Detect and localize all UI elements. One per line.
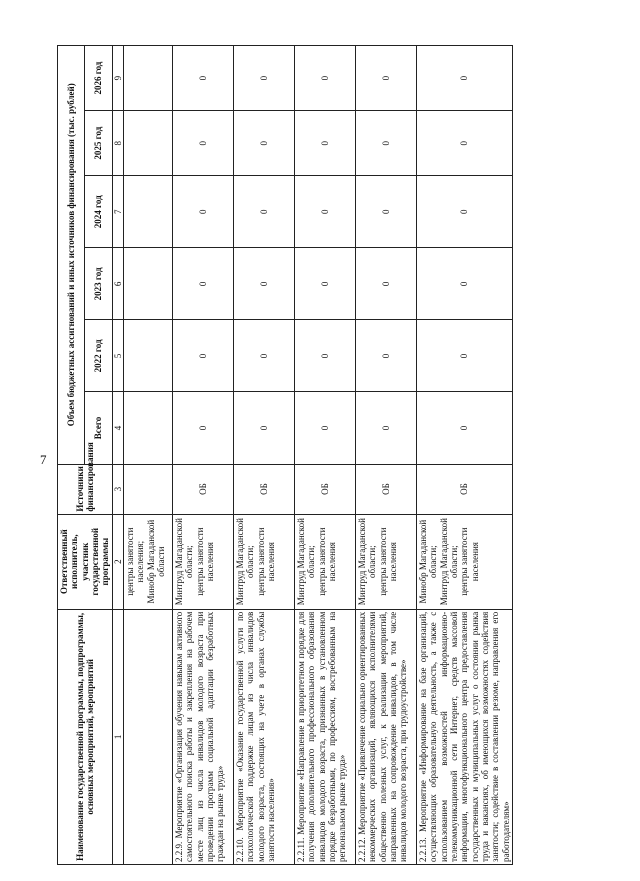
column-index: 4 [112,392,123,464]
row-value [124,46,173,111]
row-value [124,248,173,320]
row-total [124,392,173,464]
row-value: 0 [295,320,356,392]
row-value: 0 [356,176,417,248]
row-value: 0 [417,176,513,248]
column-index: 1 [112,609,123,864]
row-total: 0 [173,392,234,464]
table-row [124,46,173,865]
row-value [124,320,173,392]
table-row [173,46,234,865]
row-value: 0 [173,176,234,248]
row-total: 0 [295,392,356,464]
row-source: ОБ [173,464,234,514]
row-executor [234,514,295,609]
executor-line: центры занятости населения [316,527,338,596]
row-value: 0 [356,248,417,320]
row-source: ОБ [356,464,417,514]
column-index: 7 [112,176,123,248]
executor-line: центры занятости населения [255,527,277,596]
column-index-row [112,46,123,865]
executor-line: Минтруд Магаданской области; [438,518,460,606]
column-index: 9 [112,46,123,111]
funding-table [57,45,513,865]
row-value: 0 [356,46,417,111]
row-total: 0 [356,392,417,464]
row-value: 0 [295,248,356,320]
row-source: ОБ [295,464,356,514]
row-source: ОБ [417,464,513,514]
table-row [417,46,513,865]
executor-line: центры занятости населения; [125,527,146,596]
executor-line: Минобр Магаданской области [145,519,167,604]
page-number: 7 [40,452,47,467]
row-value: 0 [234,320,295,392]
header-year: 2023 год [85,248,112,320]
row-executor [173,514,234,609]
rotated-page [57,45,567,865]
header-year: 2024 год [85,176,112,248]
row-source: ОБ [234,464,295,514]
executor-line: Минобр Магаданской области; [418,519,439,604]
header-name: Наименование государственной программы, подпрограммы, основных мероприятий, мероприятий [58,609,113,864]
row-executor [124,514,173,609]
row-name: 2.2.13. Мероприятие «Информирование на базе организаций, осуществляющих образовательную деятельность, а также с использованием возможностей информационно-телекоммуникационной сети Интернет, средств массовой информации, многофункционального центра предоставления государственных и муниципальных услуг о состоянии рынка труда и вакансиях, об имеющихся возможностях содействия занятости; содействие в составлении резюме, направления его работодателям» [417,609,513,864]
row-value: 0 [173,320,234,392]
row-executor [295,514,356,609]
row-value: 0 [417,111,513,176]
header-year: 2026 год [85,46,112,111]
row-value: 0 [234,176,295,248]
row-value: 0 [173,46,234,111]
row-value: 0 [234,248,295,320]
header-funding-group: Объем бюджетных ассигнований и иных источников финансирования (тыс. рублей) [58,46,85,465]
row-value: 0 [173,248,234,320]
table-row [234,46,295,865]
executor-line: Минтруд Магаданской области; [357,518,378,606]
row-value: 0 [417,248,513,320]
row-source [124,464,173,514]
table-row [295,46,356,865]
row-value: 0 [356,320,417,392]
row-value [124,111,173,176]
column-index: 6 [112,248,123,320]
header-executor: Ответственный исполнитель, участник государственной программы [58,514,113,609]
row-name: 2.2.12. Мероприятие «Привлечение социально ориентированных некоммерческих организаций, являющихся исполнителями общественно полезных услуг, к реализации мероприятий, направленных на сопровождение инвалидов, в том числе инвалидов молодого возраста, при трудоустройстве» [356,609,417,864]
column-index: 3 [112,464,123,514]
row-value: 0 [417,46,513,111]
row-value: 0 [234,46,295,111]
row-executor [356,514,417,609]
executor-line: Минтруд Магаданской области; [235,518,256,606]
table-row [356,46,417,865]
executor-line: центры занятости населения [377,527,399,596]
column-index: 2 [112,514,123,609]
header-total: Всего [85,392,112,464]
header-year: 2022 год [85,320,112,392]
column-index: 8 [112,111,123,176]
row-value: 0 [173,111,234,176]
header-year: 2025 год [85,111,112,176]
row-name: 2.2.10. Мероприятие «Оказание государственной услуги по психологической поддержке лицам из числа инвалидов молодого возраста, состоящих на учете в органах службы занятости населения» [234,609,295,864]
header-row-1 [58,46,85,865]
row-total: 0 [234,392,295,464]
row-value: 0 [295,46,356,111]
row-value: 0 [356,111,417,176]
executor-line: центры занятости населения [459,527,480,596]
row-value: 0 [417,320,513,392]
row-total: 0 [417,392,513,464]
column-index: 5 [112,320,123,392]
row-name [124,609,173,864]
row-value: 0 [234,111,295,176]
row-executor [417,514,513,609]
row-value [124,176,173,248]
executor-line: Минтруд Магаданской области; [174,518,195,606]
row-name: 2.2.9. Мероприятие «Организация обучения навыкам активного самостоятельного поиска работы и закрепления на рабочем месте лиц из числа инвалидов молодого возраста при проведении программ социальной адаптации безработных граждан на рынке труда» [173,609,234,864]
executor-line: Минтруд Магаданской области; [296,518,317,606]
row-value: 0 [295,111,356,176]
executor-line: центры занятости населения [194,527,216,596]
row-name: 2.2.11. Мероприятие «Направление в приоритетном порядке для получения дополнительного профессионального образования инвалидов молодого возраста, признанных в установленном порядке безработными, по профессиям, востребованным на региональном рынке труда» [295,609,356,864]
row-value: 0 [295,176,356,248]
header-source: Источники финансирования [58,464,113,514]
